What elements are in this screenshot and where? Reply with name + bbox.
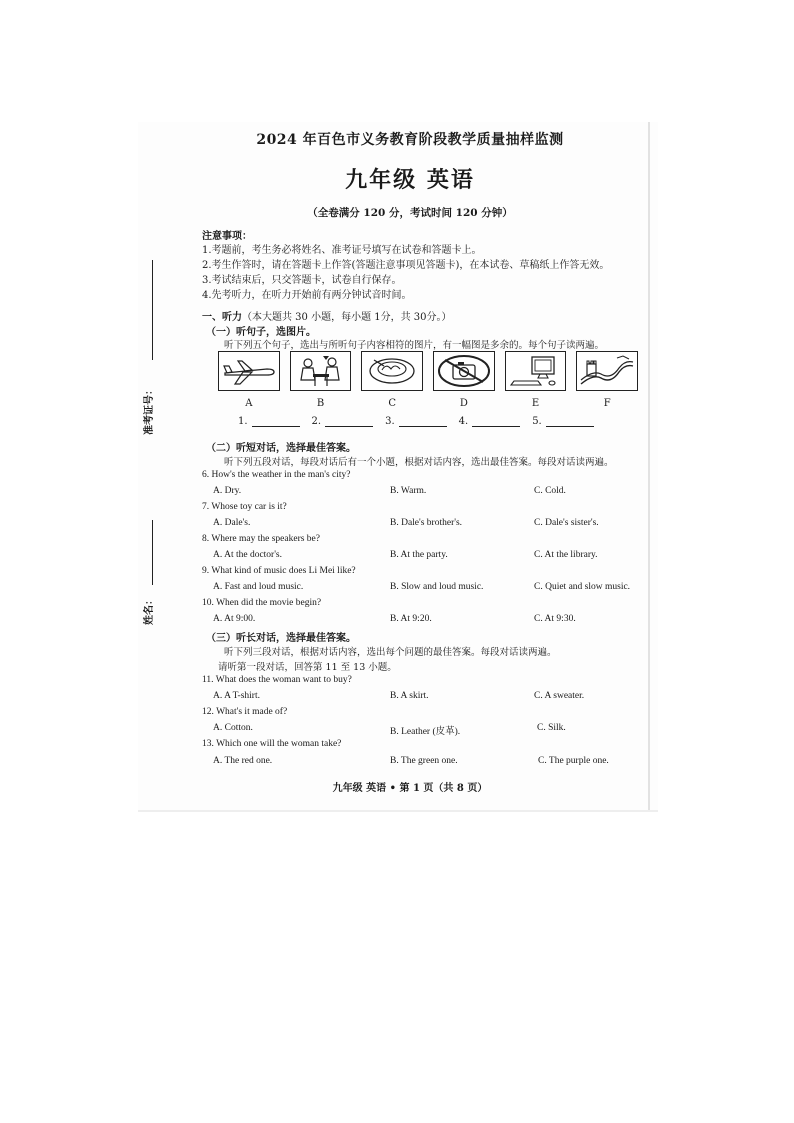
scan-bottom-edge	[138, 810, 658, 812]
exam-id-line	[152, 260, 153, 360]
exam-info: （全卷满分 120 分，考试时间 120 分钟）	[307, 207, 513, 219]
picture-label-e: E	[531, 398, 540, 409]
computer-icon	[508, 354, 564, 388]
question-7: 7. Whose toy car is it?	[202, 502, 287, 512]
picture-row	[218, 351, 638, 393]
section-heading-title: 一、听力	[202, 312, 242, 323]
blank-line	[399, 417, 447, 427]
blank-line	[472, 417, 520, 427]
blank-number: 3.	[385, 416, 395, 427]
notes-item-4: 4.先考听力，在听力开始前有两分钟试音时间。	[202, 290, 412, 301]
question-10-option-a: A. At 9:00.	[213, 614, 256, 624]
question-11-option-c: C. A sweater.	[534, 691, 585, 701]
picture-a	[218, 351, 280, 391]
picture-label-b: B	[316, 398, 325, 409]
exam-id-field	[140, 260, 180, 450]
question-9-option-c: C. Quiet and slow music.	[534, 582, 631, 592]
question-6-option-c: C. Cold.	[534, 486, 566, 496]
airplane-icon	[221, 354, 277, 388]
question-13-option-c: C. The purple one.	[538, 756, 609, 766]
question-7-option-c: C. Dale's sister's.	[534, 518, 599, 528]
question-13-option-a: A. The red one.	[213, 756, 273, 766]
part3-instruction-2: 请听第一段对话，回答第 11 至 13 小题。	[218, 662, 397, 673]
picture-e	[505, 351, 567, 391]
picture-b	[290, 351, 352, 391]
people-dining-icon	[293, 354, 349, 388]
blank-line	[252, 417, 300, 427]
exam-subject: 九年级 英语	[345, 167, 475, 193]
part3-instruction: 听下列三段对话，根据对话内容，选出每个问题的最佳答案。每段对话读两遍。	[224, 647, 557, 658]
question-12-option-c: C. Silk.	[537, 723, 566, 733]
part1-heading: （一）听句子，选图片。	[206, 327, 316, 338]
question-11-option-b: B. A skirt.	[390, 691, 429, 701]
name-line	[152, 520, 153, 585]
question-11-option-a: A. A T-shirt.	[213, 691, 260, 701]
question-12: 12. What's it made of?	[202, 707, 288, 717]
notes-heading: 注意事项：	[202, 231, 252, 242]
picture-labels	[218, 398, 638, 409]
question-13: 13. Which one will the woman take?	[202, 739, 342, 749]
picture-label-d: D	[459, 398, 468, 409]
part2-instruction: 听下列五段对话，每段对话后有一个小题，根据对话内容，选出最佳答案。每段对话读两遍。	[224, 457, 614, 468]
question-6-option-a: A. Dry.	[213, 486, 242, 496]
part1-instruction: 听下列五个句子，选出与所听句子内容相符的图片，有一幅图是多余的。每个句子读两遍。	[224, 340, 605, 351]
answer-blank-1	[238, 416, 300, 427]
question-13-option-b: B. The green one.	[390, 756, 458, 766]
great-wall-icon	[579, 354, 635, 388]
answer-blank-5	[532, 416, 594, 427]
question-11: 11. What does the woman want to buy?	[202, 675, 352, 685]
section-heading	[202, 308, 452, 323]
answer-blanks	[238, 416, 594, 427]
question-9-option-a: A. Fast and loud music.	[213, 582, 304, 592]
part3-heading: （三）听长对话，选择最佳答案。	[206, 633, 356, 644]
picture-label-f: F	[603, 398, 611, 409]
exam-id-label: 准考证号：	[144, 385, 155, 435]
question-9: 9. What kind of music does Li Mei like?	[202, 566, 356, 576]
notes-item-1: 1.考题前，考生务必将姓名、准考证号填写在试卷和答题卡上。	[202, 245, 482, 256]
name-label: 姓名：	[144, 595, 155, 625]
question-8-option-c: C. At the library.	[534, 550, 598, 560]
question-7-option-a: A. Dale's.	[213, 518, 251, 528]
notes-item-2: 2.考生作答时，请在答题卡上作答(答题注意事项见答题卡)，在本试卷、草稿纸上作答无效。	[202, 260, 610, 271]
question-7-option-b: B. Dale's brother's.	[390, 518, 463, 528]
answer-blank-4	[459, 416, 521, 427]
question-10-option-c: C. At 9:30.	[534, 614, 576, 624]
picture-d	[433, 351, 495, 391]
question-8-option-b: B. At the party.	[390, 550, 448, 560]
section-heading-note: （本大题共 30 小题，每小题 1分，共 30分。）	[242, 312, 452, 323]
picture-f	[576, 351, 638, 391]
question-10-option-b: B. At 9:20.	[390, 614, 432, 624]
part2-heading: （二）听短对话，选择最佳答案。	[206, 443, 356, 454]
blank-number: 2.	[311, 416, 322, 427]
answer-blank-2	[312, 416, 374, 427]
question-6: 6. How's the weather in the man's city?	[202, 470, 351, 480]
blank-line	[546, 417, 594, 427]
blank-number: 4.	[458, 416, 469, 427]
picture-label-a: A	[245, 398, 253, 409]
exam-title: 2024 年百色市义务教育阶段教学质量抽样监测	[256, 132, 564, 148]
answer-blank-3	[385, 416, 447, 427]
question-8-option-a: A. At the doctor's.	[213, 550, 282, 560]
page-footer: 九年级 英语 • 第 1 页（共 8 页）	[332, 783, 488, 794]
question-8: 8. Where may the speakers be?	[202, 534, 320, 544]
question-12-option-a: A. Cotton.	[213, 723, 253, 733]
notes-item-3: 3.考试结束后，只交答题卡，试卷自行保存。	[202, 275, 402, 286]
dumpling-bowl-icon	[364, 354, 420, 388]
question-10: 10. When did the movie begin?	[202, 598, 322, 608]
blank-number: 5.	[532, 416, 542, 427]
no-camera-icon	[436, 354, 492, 388]
scan-edge	[648, 122, 650, 812]
question-12-option-b: B. Leather (皮革).	[390, 727, 461, 737]
name-field	[140, 520, 180, 635]
question-6-option-b: B. Warm.	[390, 486, 427, 496]
picture-label-c: C	[388, 398, 396, 409]
question-9-option-b: B. Slow and loud music.	[390, 582, 484, 592]
picture-c	[361, 351, 423, 391]
blank-number: 1.	[238, 416, 248, 427]
blank-line	[325, 417, 373, 427]
